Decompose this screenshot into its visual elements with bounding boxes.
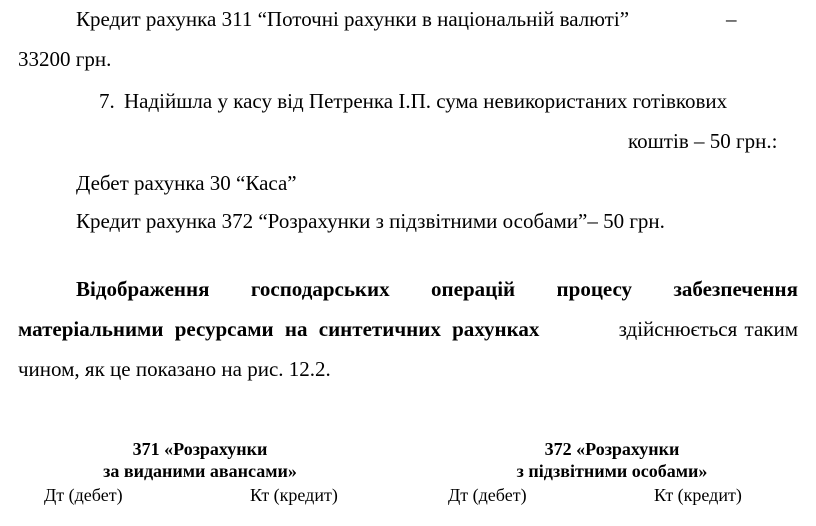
item-7-number: 7. <box>99 89 115 113</box>
credit-line-311 <box>76 6 629 32</box>
debit-line-30: Дебет рахунка 30 “Каса” <box>76 171 297 195</box>
credit-line-311-dash: – <box>726 7 737 31</box>
account-372-credit-label: Кт (кредит) <box>654 485 742 505</box>
paragraph-line2-rest: здійснюється таким <box>618 317 798 341</box>
item-7-text-line1: Надійшла у касу від Петренка І.П. сума невикористаних готівкових <box>124 89 728 113</box>
credit-line-372: Кредит рахунка 372 “Розрахунки з підзвітними особами”– 50 грн. <box>76 209 665 233</box>
paragraph-line1-bold: Відображення господарських операцій процесу забезпечення <box>76 277 798 301</box>
amount-line: 33200 грн. <box>18 47 112 71</box>
account-371-title-line2: за виданими авансами» <box>103 461 297 481</box>
paragraph-line1 <box>76 276 798 302</box>
account-371-debit-label: Дт (дебет) <box>44 485 123 505</box>
paragraph-line3: чином, як це показано на рис. 12.2. <box>18 357 331 381</box>
paragraph-line2 <box>18 316 798 342</box>
item-7-text-line2: коштів – 50 грн.: <box>628 129 778 153</box>
account-372-title-line2: з підзвітними особами» <box>516 461 708 481</box>
paragraph-line2-bold: матеріальними ресурсами на синтетичних рахунках <box>18 317 540 341</box>
credit-line-311-text: Кредит рахунка 311 “Поточні рахунки в національній валюті” <box>76 7 630 31</box>
account-371-title-line1: 371 «Розрахунки <box>132 439 268 459</box>
account-372-title-line1: 372 «Розрахунки <box>544 439 680 459</box>
account-372-debit-label: Дт (дебет) <box>448 485 527 505</box>
account-371-credit-label: Кт (кредит) <box>250 485 338 505</box>
